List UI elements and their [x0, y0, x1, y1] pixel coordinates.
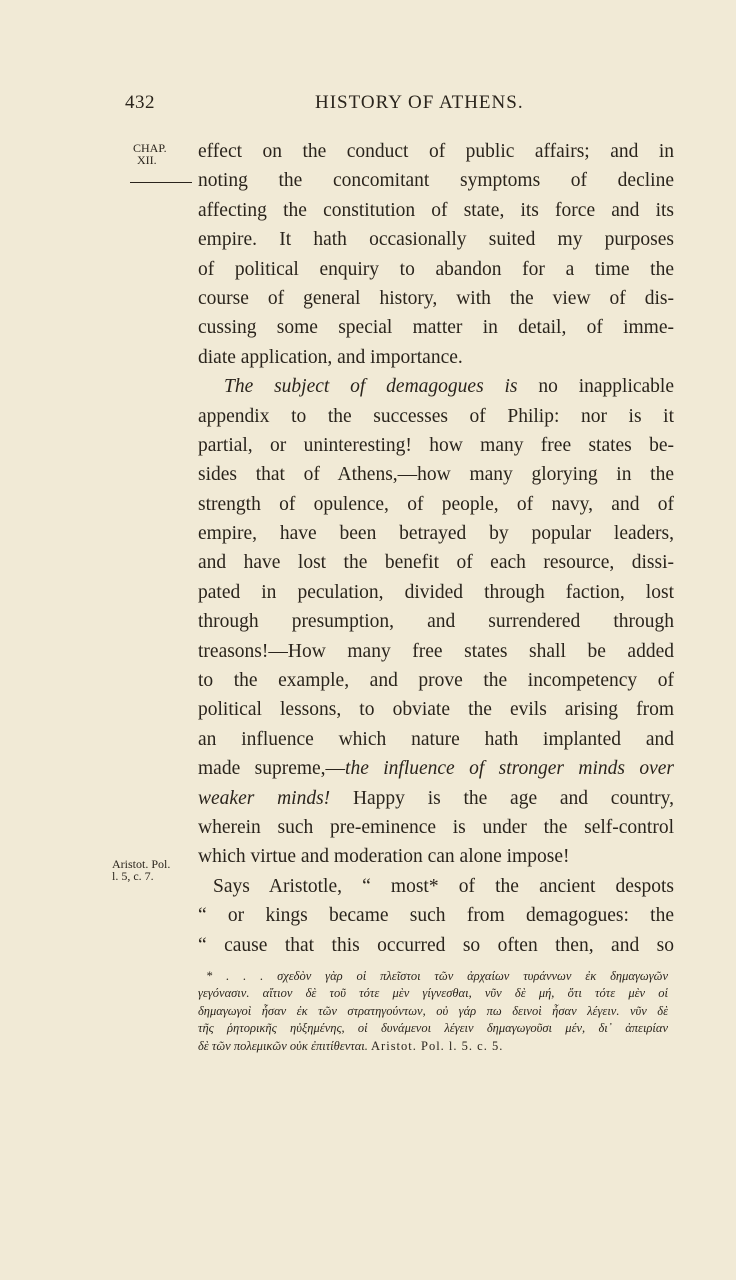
body-line: treasons!—How many free states shall be added — [198, 640, 674, 662]
italic-phrase: weaker minds! — [198, 787, 331, 809]
body-line: wherein such pre-eminence is under the self-control — [198, 816, 674, 838]
body-line: which virtue and moderation can alone impose! — [198, 846, 570, 868]
footnote-citation: Aristot. Pol. l. 5. c. 5. — [371, 1038, 504, 1053]
footnote-line: δημαγωγοὶ ἦσαν ἐκ τῶν στρατηγούντων, οὐ γάρ πω δεινοὶ ἦσαν λέγειν. νῦν δὲ — [198, 1003, 668, 1018]
body-line: pated in peculation, divided through faction, lost — [198, 581, 674, 603]
footnote — [198, 968, 668, 1055]
body-line: empire, have been betrayed by popular leaders, — [198, 523, 674, 545]
body-line: political lessons, to obviate the evils arising from — [198, 699, 674, 721]
body-line: empire. It hath occasionally suited my purposes — [198, 229, 674, 251]
running-head: HISTORY OF ATHENS. — [315, 92, 524, 113]
body-line-mixed — [198, 754, 674, 783]
chapter-number: XII. — [137, 153, 157, 167]
body-line: course of general history, with the view of dis- — [198, 287, 674, 309]
body-line-mixed — [198, 784, 674, 813]
body-line-italic-lead — [198, 372, 674, 401]
citation-marginal-note — [112, 858, 170, 882]
italic-phrase: the influence of stronger minds over — [345, 758, 674, 780]
citation-line-1: Aristot. Pol. — [112, 857, 171, 871]
plain-phrase: made supreme,— — [198, 758, 346, 780]
body-line: “ or kings became such from demagogues: the — [198, 905, 674, 927]
plain-phrase: Happy is the age and country, — [330, 787, 674, 809]
footnote-greek-end: δὲ τῶν πολεμικῶν οὐκ ἐπιτίθενται. — [198, 1038, 368, 1053]
chapter-label: CHAP. — [133, 141, 167, 155]
footnote-line-last — [198, 1038, 668, 1055]
body-line: noting the concomitant symptoms of decline — [198, 170, 674, 192]
page-number: 432 — [125, 92, 155, 113]
chapter-marginal-note — [133, 142, 167, 166]
body-line: partial, or uninteresting! how many free states be- — [198, 434, 674, 456]
body-text — [198, 137, 674, 960]
body-line: of political enquiry to abandon for a time the — [198, 258, 674, 280]
body-line: diate application, and importance. — [198, 346, 463, 368]
body-line: effect on the conduct of public affairs; and in — [198, 141, 674, 162]
italic-phrase: The subject of demagogues is — [224, 376, 518, 398]
body-line: appendix to the successes of Philip: nor is it — [198, 405, 674, 427]
body-line: “ cause that this occurred so often then, and so — [198, 934, 674, 956]
page-header — [125, 92, 645, 122]
body-line: sides that of Athens,—how many glorying in the — [198, 464, 674, 486]
body-line: affecting the constitution of state, its force and its — [198, 199, 674, 221]
footnote-line: γεγόνασιν. αἴτιον δὲ τοῦ τότε μὲν γίγνεσθαι, νῦν δὲ μή, ὅτι τότε μὲν οἱ — [198, 986, 668, 1001]
body-line: an influence which nature hath implanted and — [198, 728, 674, 750]
footnote-line: * . . . σχεδὸν γὰρ οἱ πλεῖστοι τῶν ἀρχαίων τυράννων ἐκ δημαγωγῶν — [206, 969, 668, 983]
body-line: Says Aristotle, “ most* of the ancient despots — [213, 875, 674, 897]
chapter-rule — [130, 182, 192, 183]
plain-phrase: no inapplicable — [517, 376, 674, 398]
citation-line-2: l. 5, c. 7. — [112, 869, 154, 883]
body-line: to the example, and prove the incompetency of — [198, 670, 674, 692]
body-line: strength of opulence, of people, of navy, and of — [198, 493, 674, 515]
footnote-line: τῆς ῥητορικῆς ηὐξημένης, οἱ δυνάμενοι λέγειν δημαγωγοῦσι μέν, δι᾽ ἀπειρίαν — [198, 1021, 668, 1036]
body-line: through presumption, and surrendered through — [198, 611, 674, 633]
body-line: and have lost the benefit of each resource, dissi- — [198, 552, 674, 574]
body-line: cussing some special matter in detail, of imme- — [198, 317, 674, 339]
